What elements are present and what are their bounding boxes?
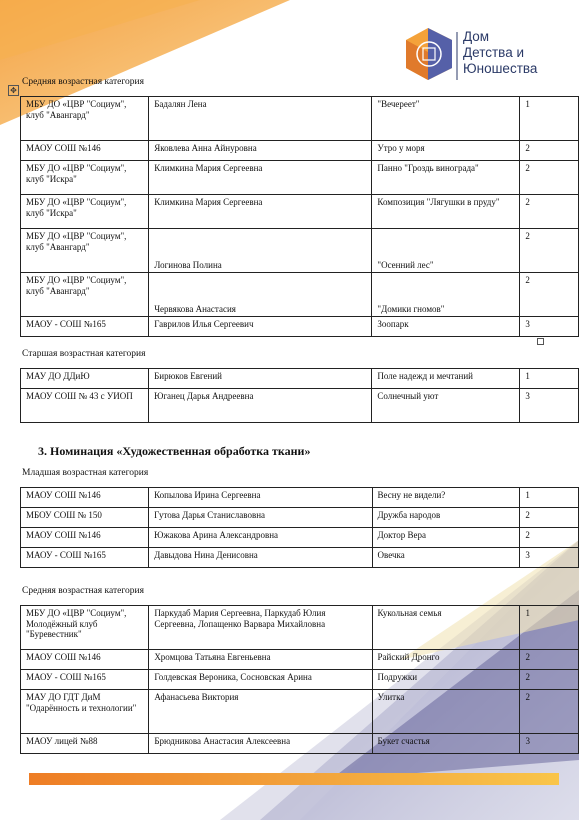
logo-line-2: Детства и — [463, 45, 524, 60]
name-cell: Давыдова Нина Денисовна — [149, 548, 372, 568]
table-row — [21, 389, 579, 423]
results-table-senior-1 — [20, 368, 579, 423]
title-cell: Улитка — [372, 690, 520, 734]
table-row — [21, 369, 579, 389]
place-cell: 1 — [520, 606, 579, 650]
table-row — [21, 195, 579, 229]
table-row — [21, 734, 579, 754]
place-cell: 1 — [520, 369, 579, 389]
org-cell: МБУ ДО «ЦВР "Социум", клуб "Авангард" — [21, 97, 149, 141]
name-cell: Яковлева Анна Айнуровна — [149, 141, 372, 161]
title-cell: Подружки — [372, 670, 520, 690]
logo-line-1: Дом — [463, 29, 490, 44]
org-cell: МАУ ДО ГДТ ДиМ "Одарённость и технологии" — [21, 690, 149, 734]
name-cell: Южакова Арина Александровна — [149, 528, 372, 548]
name-cell: Гутова Дарья Станиславовна — [149, 508, 372, 528]
title-cell: Весну не видели? — [372, 488, 520, 508]
org-cell: МБУ ДО «ЦВР "Социум", клуб "Искра" — [21, 161, 149, 195]
table-row — [21, 141, 579, 161]
category-label: Средняя возрастная категория — [22, 77, 144, 87]
results-table-middle-2 — [20, 605, 579, 754]
category-label: Младшая возрастная категория — [22, 468, 149, 478]
table-row — [21, 317, 579, 337]
org-cell: МАОУ СОШ №146 — [21, 650, 149, 670]
table-row — [21, 650, 579, 670]
name-cell: Брюдникова Анастасия Алексеевна — [149, 734, 372, 754]
table-row — [21, 161, 579, 195]
org-cell: МАОУ лицей №88 — [21, 734, 149, 754]
place-cell: 2 — [520, 528, 579, 548]
org-cell: МБУ ДО «ЦВР "Социум", Молодёжный клуб "Буревестник" — [21, 606, 149, 650]
title-cell: Райский Дронго — [372, 650, 520, 670]
place-cell: 3 — [520, 734, 579, 754]
title-cell: Солнечный уют — [372, 389, 520, 423]
name-cell: Бадалян Лена — [149, 97, 372, 141]
place-cell: 2 — [520, 229, 579, 273]
org-cell: МАОУ - СОШ №165 — [21, 548, 149, 568]
place-cell: 2 — [520, 650, 579, 670]
place-cell: 1 — [520, 97, 579, 141]
place-cell: 2 — [520, 195, 579, 229]
org-cell: МБУ ДО «ЦВР "Социум", клуб "Искра" — [21, 195, 149, 229]
name-cell: Логинова Полина — [149, 229, 372, 273]
name-cell: Афанасьева Виктория — [149, 690, 372, 734]
org-cell: МАОУ СОШ №146 — [21, 488, 149, 508]
org-cell: МАОУ - СОШ №165 — [21, 317, 149, 337]
table-row — [21, 690, 579, 734]
title-cell: "Осенний лес" — [372, 229, 520, 273]
name-cell: Паркудаб Мария Сергеевна, Паркудаб Юлия Сергеевна, Лопащенко Варвара Михайловна — [149, 606, 372, 650]
org-cell: МАОУ СОШ №146 — [21, 528, 149, 548]
place-cell: 2 — [520, 690, 579, 734]
place-cell: 2 — [520, 508, 579, 528]
name-cell: Хромцова Татьяна Евгеньевна — [149, 650, 372, 670]
org-cell: МБУ ДО «ЦВР "Социум", клуб "Авангард" — [21, 229, 149, 273]
title-cell: "Вечереет" — [372, 97, 520, 141]
table-row — [21, 606, 579, 650]
table-row — [21, 508, 579, 528]
place-cell: 2 — [520, 141, 579, 161]
table-row — [21, 229, 579, 273]
table-row — [21, 97, 579, 141]
table-row — [21, 273, 579, 317]
results-table-middle-1 — [20, 96, 579, 337]
title-cell: Доктор Вера — [372, 528, 520, 548]
title-cell: Дружба народов — [372, 508, 520, 528]
org-cell: МАОУ СОШ №146 — [21, 141, 149, 161]
name-cell: Червякова Анастасия — [149, 273, 372, 317]
title-cell: Панно "Гроздь винограда" — [372, 161, 520, 195]
place-cell: 2 — [520, 161, 579, 195]
place-cell: 3 — [520, 548, 579, 568]
name-cell: Голдевская Вероника, Сосновская Арина — [149, 670, 372, 690]
place-cell: 3 — [520, 317, 579, 337]
footer-color-bar — [29, 773, 559, 785]
name-cell: Юганец Дарья Андреевна — [149, 389, 372, 423]
table-row — [21, 548, 579, 568]
title-cell: Поле надежд и мечтаний — [372, 369, 520, 389]
title-cell: Композиция "Лягушки в пруду" — [372, 195, 520, 229]
title-cell: Утро у моря — [372, 141, 520, 161]
name-cell: Климкина Мария Сергеевна — [149, 161, 372, 195]
title-cell: "Домики гномов" — [372, 273, 520, 317]
org-cell: МАУ ДО ДДиЮ — [21, 369, 149, 389]
title-cell: Кукольная семья — [372, 606, 520, 650]
title-cell: Зоопарк — [372, 317, 520, 337]
table-row — [21, 670, 579, 690]
category-label: Старшая возрастная категория — [22, 349, 146, 359]
category-label: Средняя возрастная категория — [22, 586, 144, 596]
table-row — [21, 488, 579, 508]
logo-text — [463, 29, 537, 77]
place-cell: 2 — [520, 670, 579, 690]
table-row — [21, 528, 579, 548]
place-cell: 3 — [520, 389, 579, 423]
logo-line-3: Юношества — [463, 61, 538, 76]
title-cell: Овечка — [372, 548, 520, 568]
place-cell: 2 — [520, 273, 579, 317]
table-resize-handle-icon[interactable] — [537, 338, 544, 345]
title-cell: Букет счастья — [372, 734, 520, 754]
org-cell: МБУ ДО «ЦВР "Социум", клуб "Авангард" — [21, 273, 149, 317]
nomination-heading: 3. Номинация «Художественная обработка ткани» — [38, 444, 311, 458]
org-cell: МАОУ СОШ № 43 с УИОП — [21, 389, 149, 423]
name-cell: Гаврилов Илья Сергеевич — [149, 317, 372, 337]
place-cell: 1 — [520, 488, 579, 508]
table-move-handle-icon[interactable]: ✥ — [8, 85, 19, 96]
org-cell: МБОУ СОШ № 150 — [21, 508, 149, 528]
name-cell: Копылова Ирина Сергеевна — [149, 488, 372, 508]
name-cell: Климкина Мария Сергеевна — [149, 195, 372, 229]
results-table-junior — [20, 487, 579, 568]
org-cell: МАОУ - СОШ №165 — [21, 670, 149, 690]
name-cell: Бирюков Евгений — [149, 369, 372, 389]
